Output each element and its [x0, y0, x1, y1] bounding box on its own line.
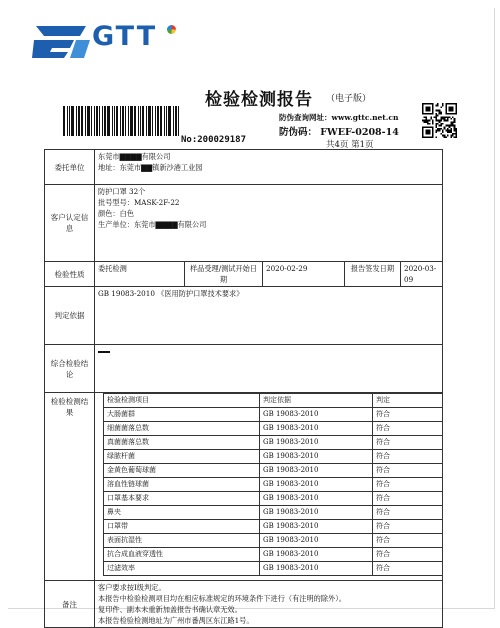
conclusion-label: 综合检验结论 [45, 345, 95, 393]
standard-cell: GB 19083-2010 [260, 534, 373, 548]
client-cell [95, 150, 443, 185]
results-header-row [104, 394, 443, 408]
verdict-cell: 符合 [373, 464, 443, 478]
standard-cell: GB 19083-2010 [260, 506, 373, 520]
standard-cell: GB 19083-2010 [260, 464, 373, 478]
standard-cell: GB 19083-2010 [260, 548, 373, 562]
gtt-logo-icon [30, 22, 92, 62]
sample-label: 客户认定信息 [45, 185, 95, 262]
report-title: 检验检测报告 [205, 90, 313, 110]
verdict-cell: 符合 [373, 562, 443, 576]
table-row [104, 478, 443, 492]
remark-line: 本报告中检验检测项目均在相应标准规定的环境条件下进行（有注明的除外）。 [98, 594, 346, 603]
remarks-label: 备注 [45, 581, 95, 628]
table-row [104, 534, 443, 548]
brand-name: GTT [92, 21, 158, 52]
client-label: 委托单位 [45, 150, 95, 185]
verdict-cell: 符合 [373, 422, 443, 436]
table-row [104, 436, 443, 450]
standard-cell: GB 19083-2010 [260, 492, 373, 506]
barcode-icon [63, 106, 183, 136]
verdict-cell: 符合 [373, 450, 443, 464]
table-row [104, 548, 443, 562]
qr-code-icon [422, 103, 457, 138]
table-row [104, 492, 443, 506]
standard-cell: GB 19083-2010 [260, 436, 373, 450]
table-row [104, 450, 443, 464]
standard-cell: GB 19083-2010 [260, 478, 373, 492]
results-table [103, 393, 443, 576]
item-cell: 口罩带 [104, 520, 260, 534]
item-cell: 金黄色葡萄球菌 [104, 464, 260, 478]
standard-value: GB 19083-2010 《医用防护口罩技术要求》 [95, 287, 443, 345]
item-cell: 检验检测项目 [104, 394, 260, 408]
remark-line: 复印件、副本未重新加盖报告书确认章无效。 [98, 605, 242, 614]
standard-cell: GB 19083-2010 [260, 422, 373, 436]
test-nature-value: 委托检测 [95, 262, 185, 287]
item-cell: 鼻夹 [104, 506, 260, 520]
results-label: 检验检测结果 [45, 393, 95, 581]
item-cell: 抗合成血液穿透性 [104, 548, 260, 562]
table-row [104, 506, 443, 520]
verdict-cell: 符合 [373, 506, 443, 520]
table-row [104, 408, 443, 422]
verdict-cell: 符合 [373, 520, 443, 534]
results-cell [95, 393, 443, 581]
verdict-cell: 符合 [373, 492, 443, 506]
sample-line: 生产单位：东莞市▇▇▇▇有限公司 [98, 220, 207, 229]
standard-label: 判定依据 [45, 287, 95, 345]
report-page [8, 8, 495, 625]
standard-cell: 判定依据 [260, 394, 373, 408]
item-cell: 过滤效率 [104, 562, 260, 576]
issue-date-value: 2020-03-09 [401, 262, 443, 287]
verdict-cell: 符合 [373, 408, 443, 422]
table-row [104, 464, 443, 478]
item-cell: 细菌菌落总数 [104, 422, 260, 436]
sample-cell [95, 185, 443, 262]
table-row [104, 422, 443, 436]
verify-url: 防伪查询网址：www.gttc.net.cn [279, 113, 399, 122]
standard-cell: GB 19083-2010 [260, 520, 373, 534]
brand-dot-icon [167, 25, 176, 34]
start-date-value: 2020-02-29 [263, 262, 345, 287]
standard-cell: GB 19083-2010 [260, 562, 373, 576]
item-cell: 大肠菌群 [104, 408, 260, 422]
client-address: 地址：东莞市▇▇镇新沙港工业园 [98, 163, 203, 172]
report-number: No:200029187 [181, 135, 247, 145]
item-cell: 溶血性链球菌 [104, 478, 260, 492]
report-table [44, 149, 443, 628]
start-date-label: 样品受理/测试开始日期 [185, 262, 263, 287]
remark-line: 本报告检验检测地址为广州市番禺区东江路1号。 [98, 616, 254, 625]
standard-cell: GB 19083-2010 [260, 450, 373, 464]
item-cell: 口罩基本要求 [104, 492, 260, 506]
item-cell: 表面抗湿性 [104, 534, 260, 548]
client-name: 东莞市▇▇▇▇有限公司 [98, 152, 171, 161]
verdict-cell: 判定 [373, 394, 443, 408]
verdict-cell: 符合 [373, 478, 443, 492]
table-row [104, 562, 443, 576]
table-row [104, 520, 443, 534]
sample-line: 批号型号：MASK-2F-22 [98, 198, 180, 207]
standard-cell: GB 19083-2010 [260, 408, 373, 422]
item-cell: 绿脓杆菌 [104, 450, 260, 464]
sample-line: 颜色：白色 [98, 209, 134, 218]
remark-line: 客户要求按Ⅰ级判定。 [98, 583, 166, 592]
report-edition: （电子版） [326, 94, 372, 104]
verdict-cell: 符合 [373, 548, 443, 562]
verdict-cell: 符合 [373, 534, 443, 548]
page-info: 共4页 第1页 [326, 140, 374, 150]
remarks-cell [95, 581, 443, 628]
item-cell: 真菌菌落总数 [104, 436, 260, 450]
verdict-cell: 符合 [373, 436, 443, 450]
anti-counterfeit-code: 防伪码： FWEF-0208-14 [279, 127, 399, 138]
issue-date-label: 报告签发日期 [345, 262, 401, 287]
test-nature-label: 检验性质 [45, 262, 95, 287]
conclusion-mark [98, 351, 110, 353]
sample-line: 防护口罩 32个 [98, 187, 146, 196]
conclusion-cell [95, 345, 443, 393]
